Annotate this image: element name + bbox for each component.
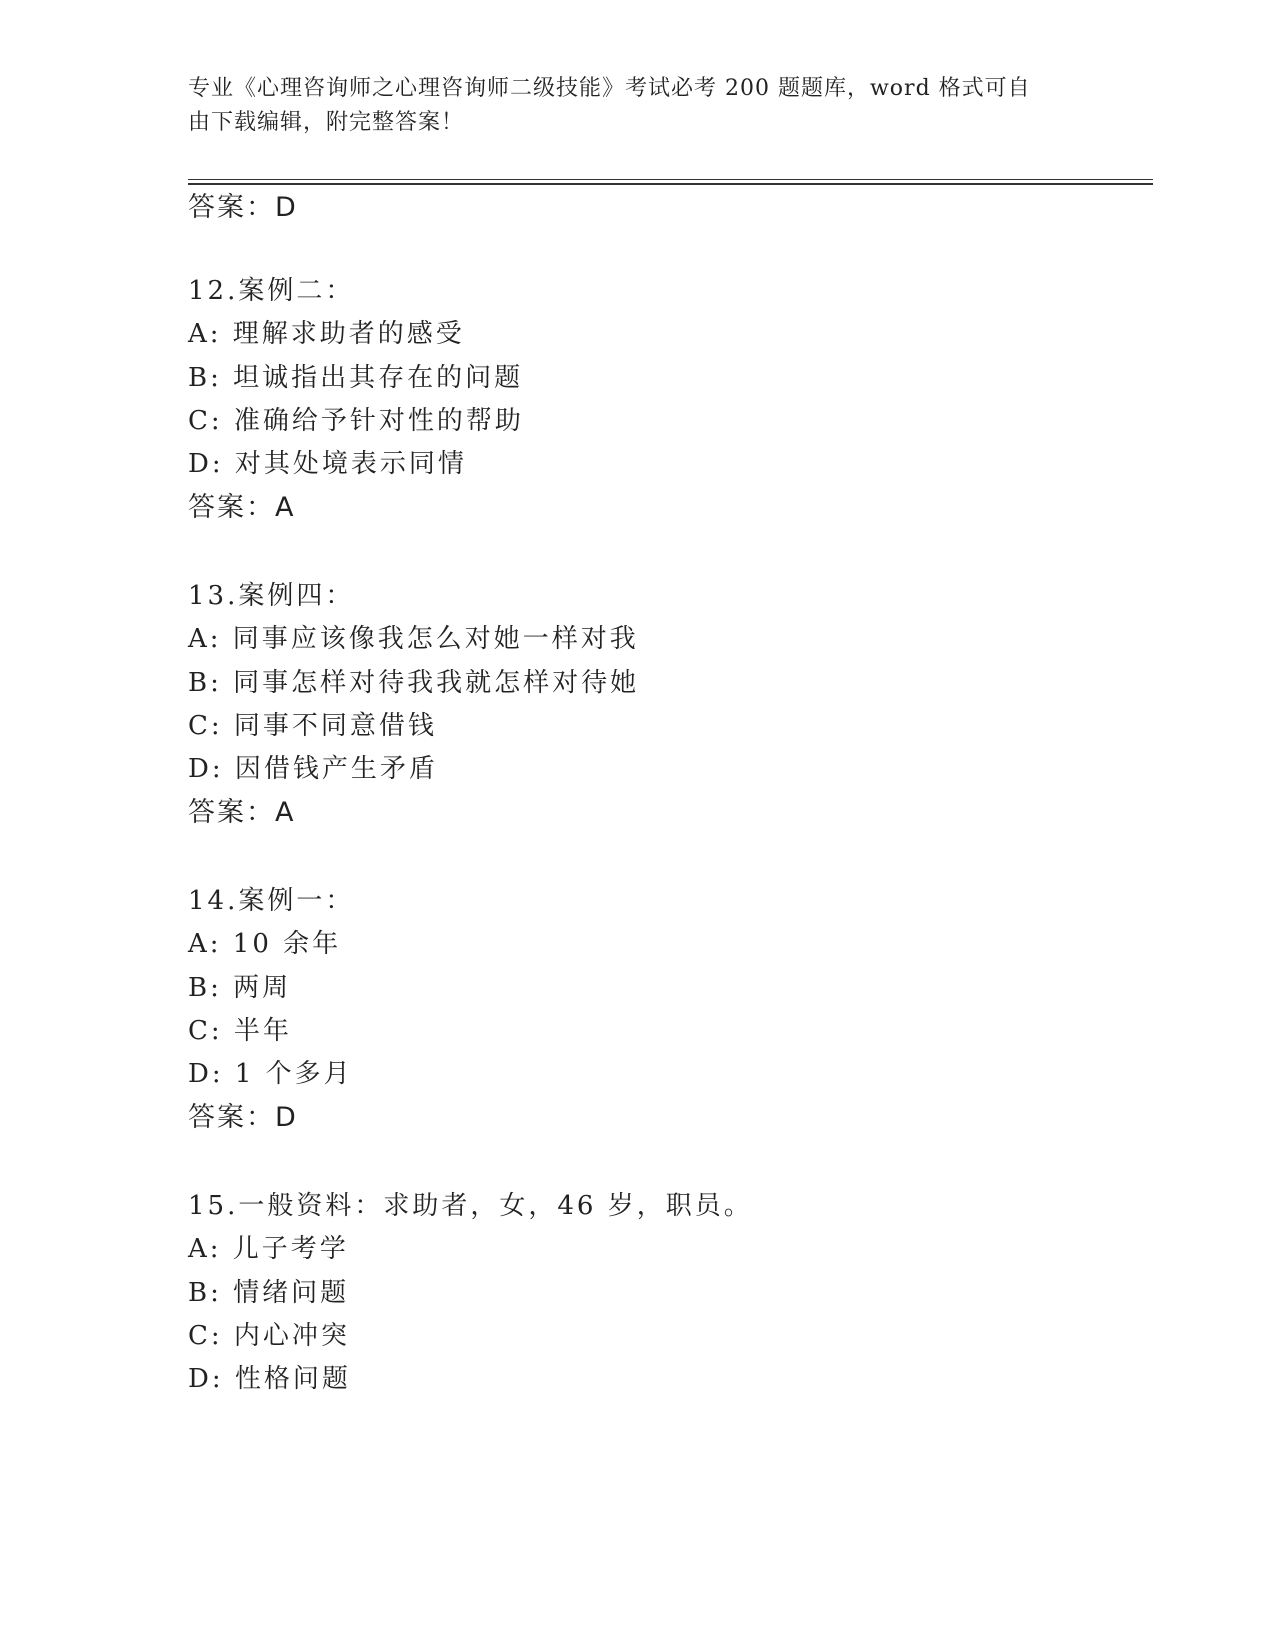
answer-line: 答案：A <box>188 797 296 828</box>
header-line-2: 由下载编辑，附完整答案！ <box>188 110 465 135</box>
header-divider <box>188 179 1153 185</box>
option-b: B: 情绪问题 <box>188 1278 350 1308</box>
option-d: D: 1 个多月 <box>188 1059 353 1089</box>
answer-line: 答案：D <box>188 1102 298 1133</box>
question-stem: 15.一般资料：求助者，女，46 岁，职员。 <box>188 1191 753 1221</box>
question-stem: 12.案例二： <box>188 276 355 306</box>
option-c: C: 内心冲突 <box>188 1321 350 1351</box>
option-a: A: 理解求助者的感受 <box>188 319 465 349</box>
option-b: B: 同事怎样对待我我就怎样对待她 <box>188 668 640 698</box>
answer-line: 答案：A <box>188 492 296 523</box>
question-stem: 13.案例四： <box>188 581 355 611</box>
option-d: D: 对其处境表示同情 <box>188 449 467 479</box>
option-a: A: 同事应该像我怎么对她一样对我 <box>188 624 639 654</box>
answer-line: 答案：D <box>188 192 298 223</box>
option-c: C: 半年 <box>188 1016 292 1046</box>
document-header <box>188 72 1088 140</box>
option-b: B: 坦诚指出其存在的问题 <box>188 363 524 393</box>
option-a: A: 儿子考学 <box>188 1234 349 1264</box>
option-b: B: 两周 <box>188 973 292 1003</box>
question-stem: 14.案例一： <box>188 886 355 916</box>
option-c: C: 准确给予针对性的帮助 <box>188 406 524 436</box>
option-d: D: 因借钱产生矛盾 <box>188 754 438 784</box>
option-a: A: 10 余年 <box>188 929 342 959</box>
header-line-1: 专业《心理咨询师之心理咨询师二级技能》考试必考 200 题题库，word 格式可自 <box>188 76 1031 101</box>
option-d: D: 性格问题 <box>188 1364 351 1394</box>
option-c: C: 同事不同意借钱 <box>188 711 437 741</box>
